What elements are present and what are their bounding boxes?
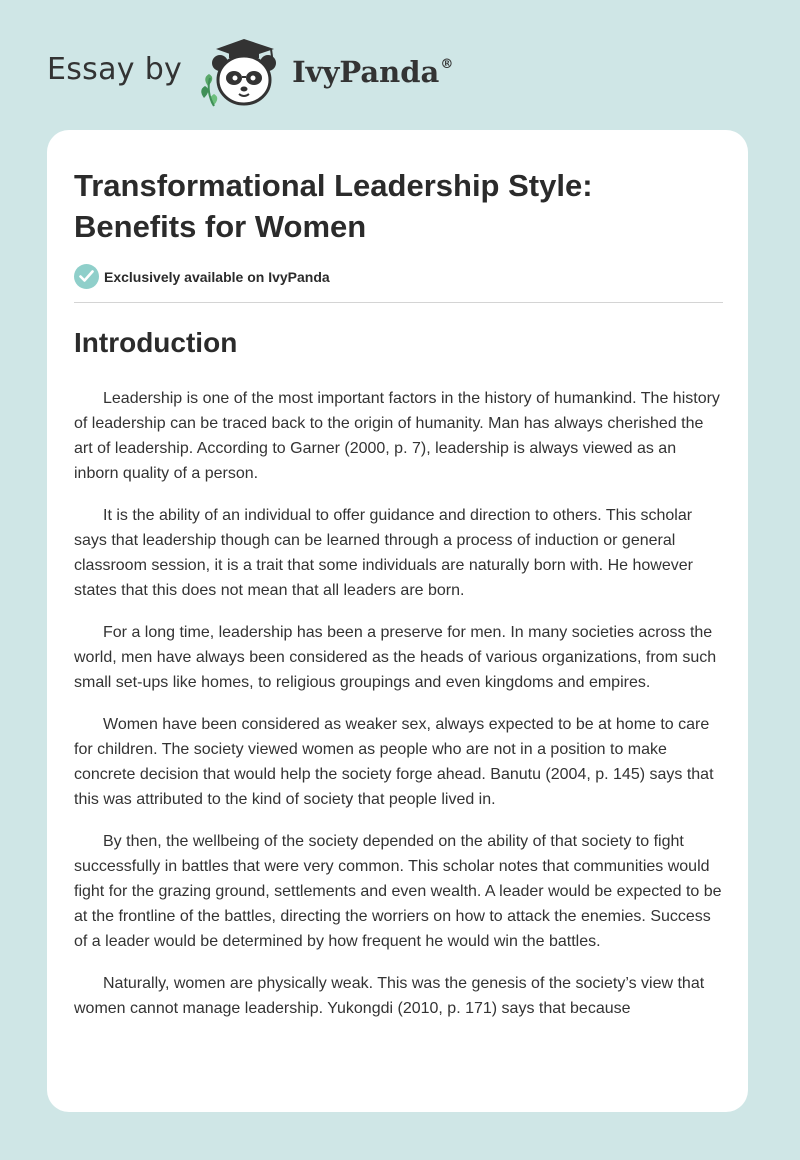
essay-by-label: Essay by: [47, 51, 183, 87]
article-body: [74, 386, 723, 1038]
essay-title: Transformational Leadership Style: Benefits for Women: [74, 168, 593, 244]
brand-text: IvyPanda: [292, 55, 440, 89]
registered-mark: ®: [440, 57, 454, 72]
ivypanda-panda-logo-icon[interactable]: [196, 34, 288, 110]
paragraph: Naturally, women are physically weak. This was the genesis of the society’s view that women cannot manage leadership. Yukongdi (2010, p. 171) says that because: [74, 975, 705, 1017]
paragraph: It is the ability of an individual to offer guidance and direction to others. This scholar says that leadership though can be learned through a process of induction or general classroom session, it is a trait that some individuals are naturally born with. He however states that this does not mean that all leaders are born.: [74, 507, 693, 599]
brand-name[interactable]: [292, 55, 453, 89]
paragraph: Leadership is one of the most important factors in the history of humankind. The history of leadership can be traced back to the origin of humanity. Man has always cherished the art of leadership. According to Garner (2000, p. 7), leadership is always viewed as an inborn quality of a person.: [74, 390, 720, 482]
exclusive-badge: [74, 264, 330, 289]
exclusive-label: Exclusively available on IvyPanda: [104, 268, 330, 285]
check-circle-icon: [74, 264, 99, 289]
site-header: [47, 34, 453, 110]
section-heading: Introduction: [74, 327, 238, 358]
essay-card: [47, 130, 748, 1112]
paragraph: By then, the wellbeing of the society depended on the ability of that society to fight successfully in battles that were very common. This scholar notes that communities would fight for the grazing ground, settlements and even wealth. A leader would be expected to be at the frontline of the battles, directing the worriers on how to attack the enemies. Success of a leader would be determined by how frequent he would win the battles.: [74, 833, 722, 950]
paragraph: Women have been considered as weaker sex, always expected to be at home to care for children. The society viewed women as people who are not in a position to make concrete decision that would help the society forge ahead. Banutu (2004, p. 145) says that this was attributed to the kind of society that people lived in.: [74, 716, 714, 808]
divider: [74, 302, 723, 303]
paragraph: For a long time, leadership has been a preserve for men. In many societies across the world, men have always been considered as the heads of various organizations, from such small set-ups like homes, to religious groupings and even kingdoms and empires.: [74, 624, 717, 691]
